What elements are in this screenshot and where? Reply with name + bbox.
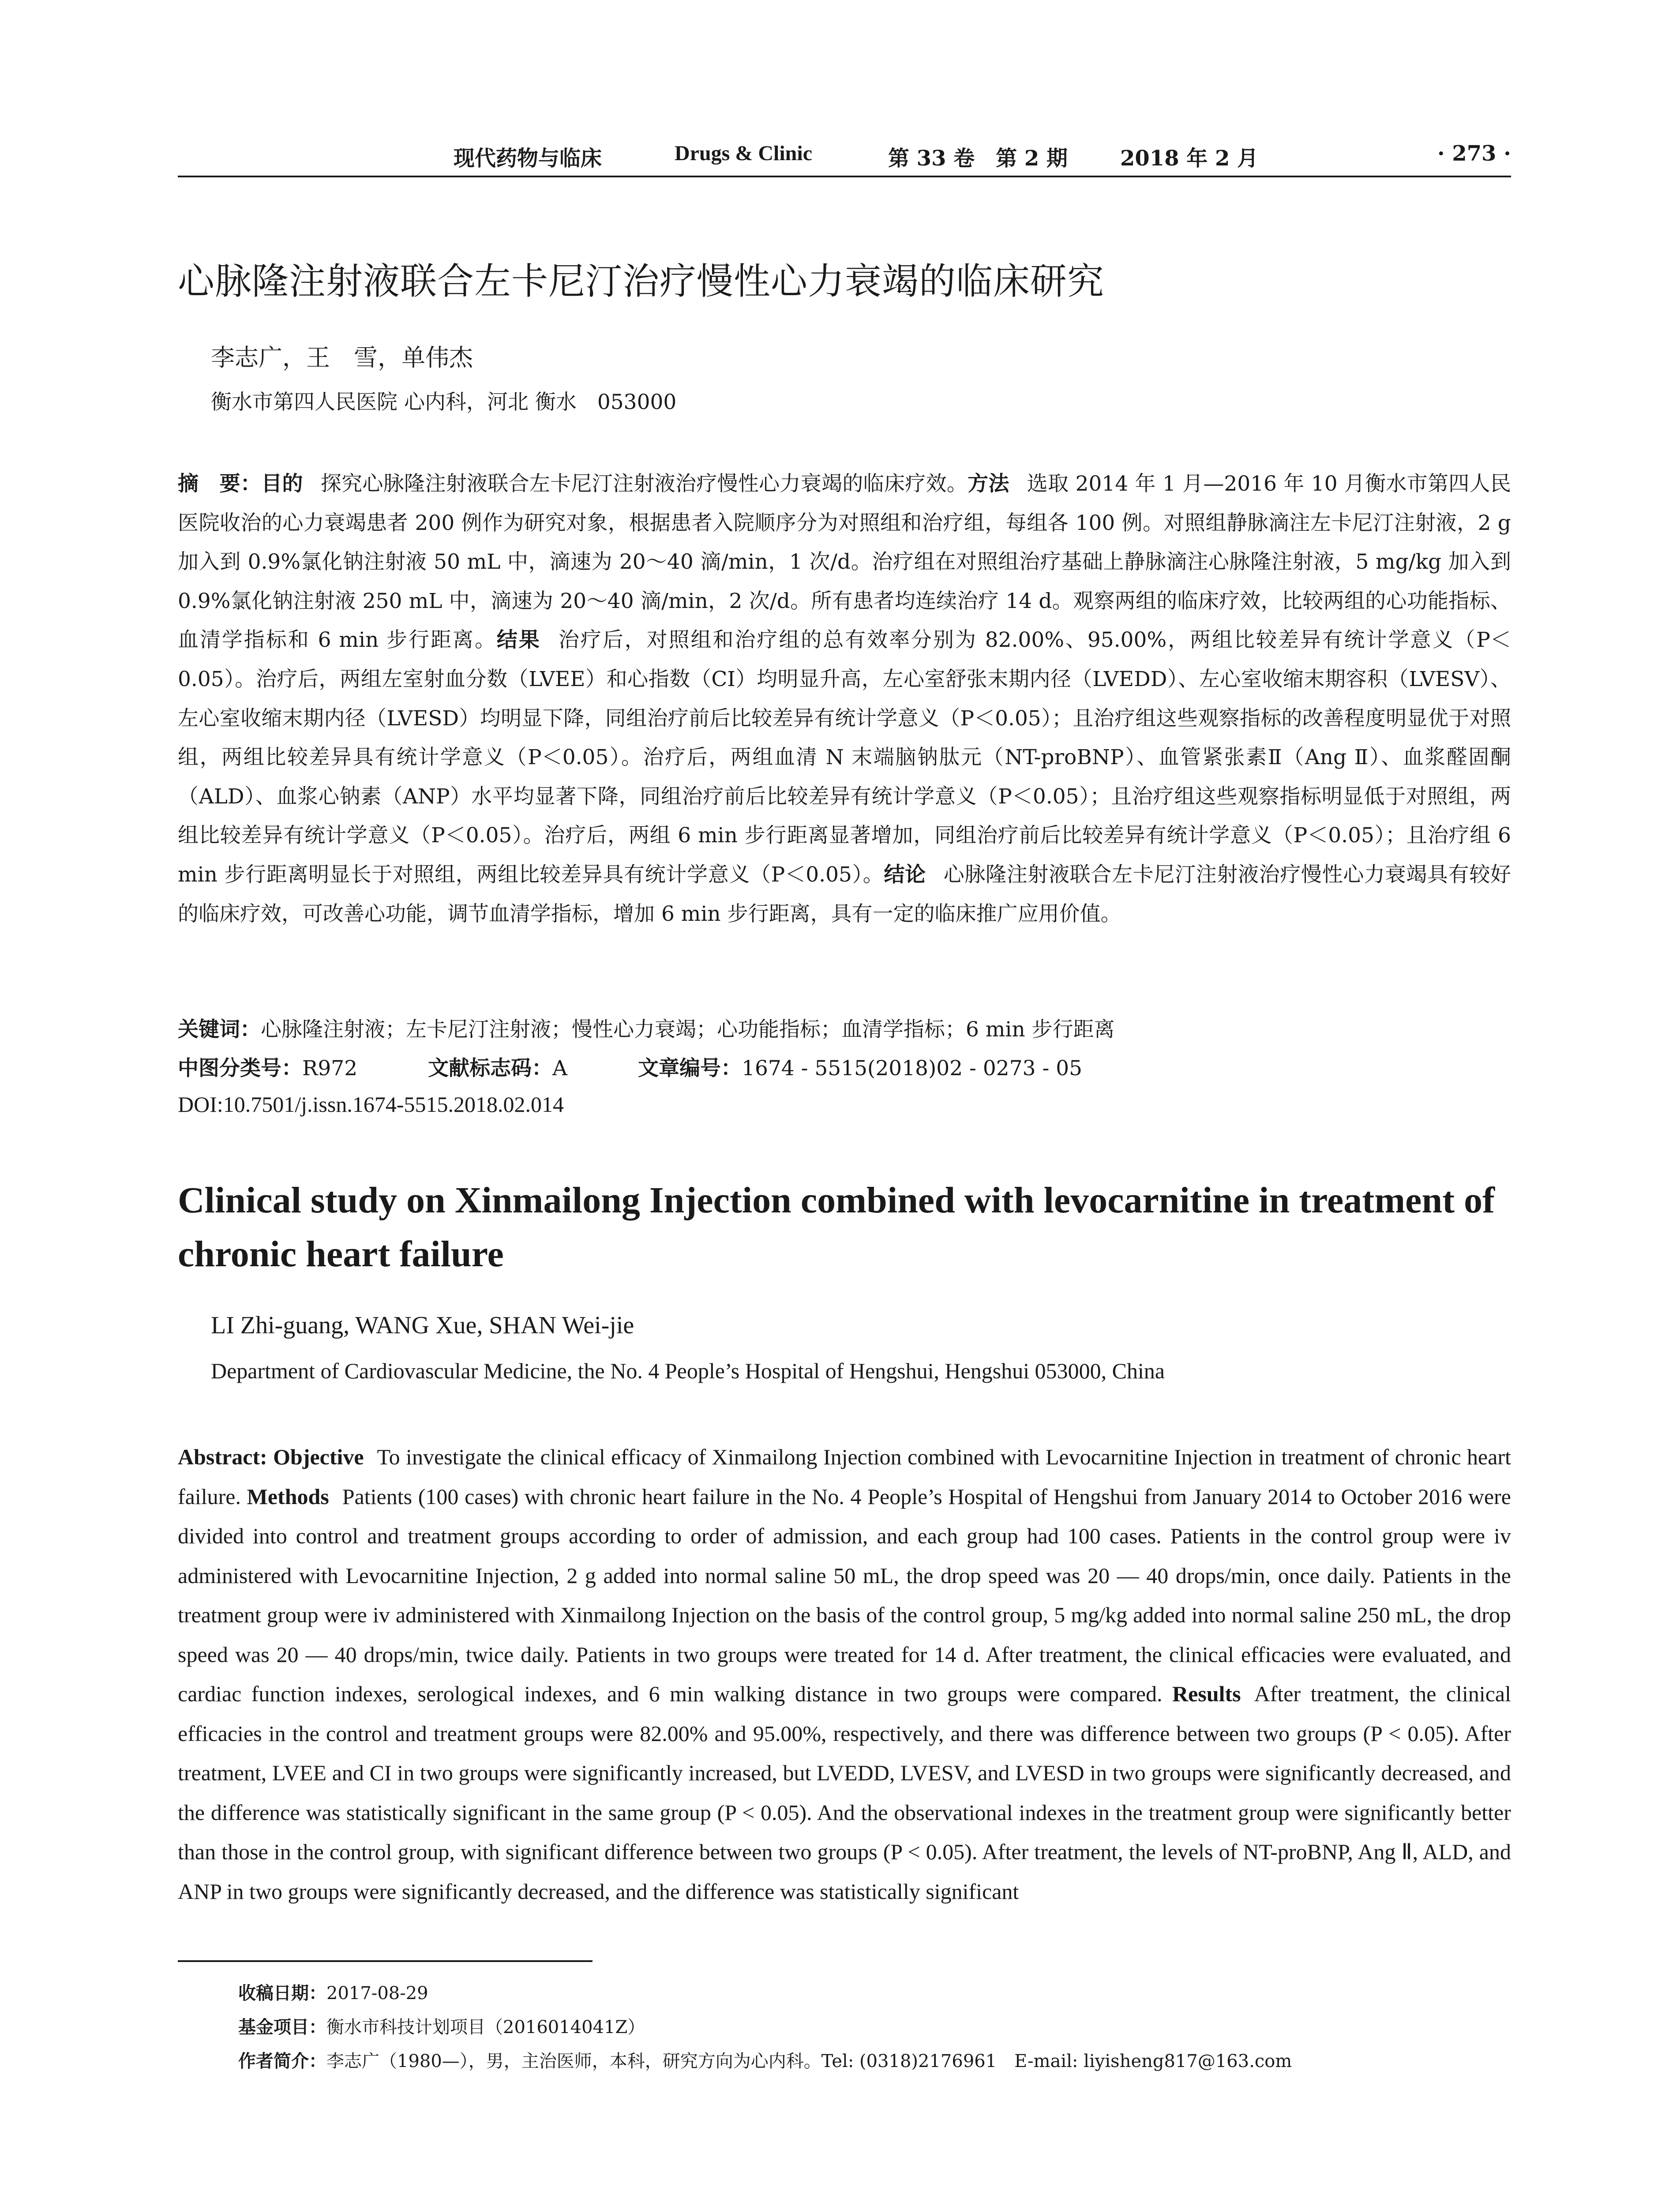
article-number-label: 文章编号：	[638, 1056, 742, 1080]
affiliation-en: Department of Cardiovascular Medicine, the No. 4 People’s Hospital of Hengshui, Hengshui 053000, China	[211, 1358, 1165, 1383]
keywords-value: 心脉隆注射液；左卡尼汀注射液；慢性心力衰竭；心功能指标；血清学指标；6 min 步行距离	[261, 1017, 1115, 1042]
journal-name-en: Drugs & Clinic	[675, 142, 812, 165]
conclusion-text-zh: 心脉隆注射液联合左卡尼汀注射液治疗慢性心力衰竭具有较好的临床疗效，可改善心功能，调节血清学指标，增加 6 min 步行距离，具有一定的临床推广应用价值。	[178, 862, 1511, 926]
clc-label: 中图分类号：	[178, 1056, 302, 1080]
methods-label-en: Methods	[247, 1484, 329, 1509]
running-header	[178, 141, 1511, 176]
authors-zh: 李志广，王 雪，单伟杰	[211, 344, 473, 371]
page-number: · 273 ·	[1437, 141, 1511, 166]
footnote-rule	[178, 1960, 592, 1962]
methods-text-zh: 选取 2014 年 1 月—2016 年 10 月衡水市第四人民医院收治的心力衰竭患者 200 例作为研究对象，根据患者入院顺序分为对照组和治疗组，每组各 100 例。对照组静脉滴注左卡尼汀注射液，2 g 加入到 0.9%氯化钠注射液 50 mL 中，滴速为 20～40 滴/min，1 次/d。治疗组在对照组治疗基础上静脉滴注心脉隆注射液，5 mg/kg 加入到 0.9%氯化钠注射液 250 mL 中，滴速为 20～40 滴/min，2 次/d。所有患者均连续治疗 14 d。观察两组的临床疗效，比较两组的心功能指标、血清学指标和 6 min 步行距离。	[178, 472, 1511, 653]
results-text-zh: 治疗后，对照组和治疗组的总有效率分别为 82.00%、95.00%，两组比较差异有统计学意义（P＜0.05）。治疗后，两组左室射血分数（LVEE）和心指数（CI）均明显升高，左心室舒张末期内径（LVEDD）、左心室收缩末期容积（LVESV）、左心室收缩末期内径（LVESD）均明显下降，同组治疗前后比较差异有统计学意义（P＜0.05）；且治疗组这些观察指标的改善程度明显优于对照组，两组比较差异具有统计学意义（P＜0.05）。治疗后，两组血清 N 末端脑钠肽元（NT-proBNP）、血管紧张素Ⅱ（Ang Ⅱ）、血浆醛固酮（ALD）、血浆心钠素（ANP）水平均显著下降，同组治疗前后比较差异有统计学意义（P＜0.05）；且治疗组这些观察指标明显低于对照组，两组比较差异有统计学意义（P＜0.05）。治疗后，两组 6 min 步行距离显著增加，同组治疗前后比较差异有统计学意义（P＜0.05）；且治疗组 6 min 步行距离明显长于对照组，两组比较差异具有统计学意义（P＜0.05）。	[178, 628, 1511, 887]
keywords-label: 关键词：	[178, 1017, 261, 1042]
conclusion-label-zh: 结论	[884, 862, 926, 887]
objective-text-en: To investigate the clinical efficacy of Xinmailong Injection combined with Levocarnitine Injection in treatment of chronic heart failure.	[178, 1444, 1511, 1509]
article-title-en: Clinical study on Xinmailong Injection combined with levocarnitine in treatment of chronic heart failure	[178, 1180, 1495, 1275]
clc-value: R972	[302, 1056, 358, 1080]
abstract-label-en: Abstract: Objective	[178, 1444, 364, 1469]
funding-label: 基金项目：	[238, 2017, 326, 2037]
article-title-zh: 心脉隆注射液联合左卡尼汀治疗慢性心力衰竭的临床研究	[178, 260, 1104, 303]
author-bio-label: 作者简介：	[238, 2051, 326, 2071]
received-date	[238, 1979, 428, 2004]
doc-code-value: A	[552, 1056, 568, 1080]
classification-line	[178, 1052, 1082, 1081]
results-label-zh: 结果	[496, 628, 541, 653]
results-text-en: After treatment, the clinical efficacies in the control and treatment groups were 82.00% and 95.00%, respectively, and there was difference between two groups (P < 0.05). After treatment, LVEE and CI in two groups were significantly increased, but LVEDD, LVESV, and LVESD in two groups were significantly decreased, and the difference was statistically significant in the same group (P < 0.05). And the observational indexes in the treatment group were significantly better than those in the control group, with significant difference between two groups (P < 0.05). After treatment, the levels of NT-proBNP, Ang Ⅱ, ALD, and ANP in two groups were significantly decreased, and the difference was statistically significant	[178, 1681, 1511, 1904]
issue-date: 2018 年 2 月	[1120, 146, 1259, 171]
affiliation-zh: 衡水市第四人民医院 心内科，河北 衡水 053000	[211, 390, 677, 414]
abstract-label-zh: 摘 要：	[178, 472, 262, 496]
received-label: 收稿日期：	[238, 1983, 326, 2003]
results-label-en: Results	[1172, 1681, 1241, 1706]
doi: DOI:10.7501/j.issn.1674-5515.2018.02.014	[178, 1092, 564, 1117]
journal-name-zh: 现代药物与临床	[454, 146, 602, 171]
authors-en: LI Zhi-guang, WANG Xue, SHAN Wei-jie	[211, 1312, 634, 1339]
abstract-zh	[178, 465, 1511, 1012]
funding	[238, 2013, 645, 2038]
header-rule	[178, 176, 1511, 177]
article-number-value: 1674 - 5515(2018)02 - 0273 - 05	[742, 1056, 1083, 1080]
author-bio-value: 李志广（1980—），男，主治医师，本科，研究方向为心内科。Tel: (0318)2176961 E-mail: liyisheng817@163.com	[326, 2051, 1292, 2071]
methods-label-zh: 方法	[968, 472, 1009, 496]
keywords-zh	[178, 1013, 1115, 1043]
received-value: 2017-08-29	[326, 1983, 428, 2003]
doc-code-label: 文献标志码：	[428, 1056, 553, 1080]
funding-value: 衡水市科技计划项目（2016014041Z）	[326, 2017, 645, 2037]
objective-label-zh: 目的	[261, 472, 303, 496]
abstract-en	[178, 1437, 1511, 1911]
objective-text-zh: 探究心脉隆注射液联合左卡尼汀注射液治疗慢性心力衰竭的临床疗效。	[320, 472, 968, 496]
volume-issue: 第 33 卷 第 2 期	[888, 146, 1068, 171]
author-bio	[238, 2047, 1292, 2072]
methods-text-en: Patients (100 cases) with chronic heart failure in the No. 4 People’s Hospital of Hengshui from January 2014 to October 2016 were divided into control and treatment groups according to order of admission, and each group had 100 cases. Patients in the control group were iv administered with Levocarnitine Injection, 2 g added into normal saline 50 mL, the drop speed was 20 — 40 drops/min, once daily. Patients in the treatment group were iv administered with Xinmailong Injection on the basis of the control group, 5 mg/kg added into normal saline 250 mL, the drop speed was 20 — 40 drops/min, twice daily. Patients in two groups were treated for 14 d. After treatment, the clinical efficacies were evaluated, and cardiac function indexes, serological indexes, and 6 min walking distance in two groups were compared.	[178, 1484, 1511, 1706]
